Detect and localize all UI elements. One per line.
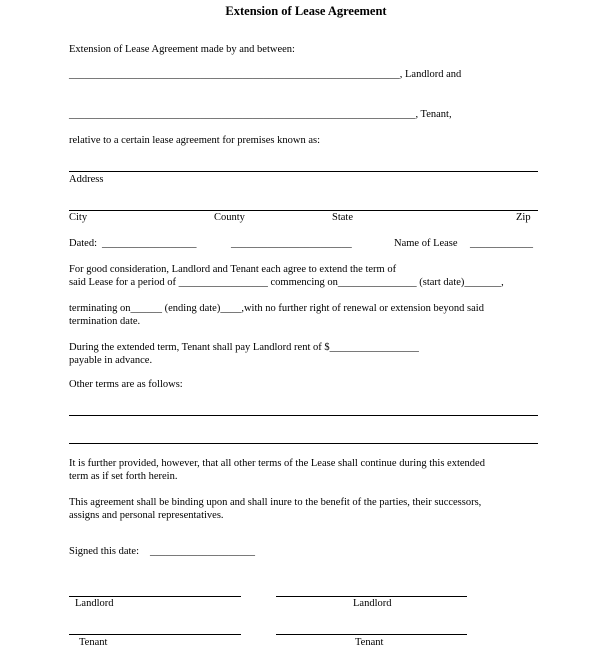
dated-blank[interactable]: __________________	[102, 238, 197, 249]
binding-line-2: assigns and personal representatives.	[69, 510, 224, 521]
city-county-state-zip-line[interactable]	[69, 210, 538, 211]
landlord-signature-line-right[interactable]	[276, 596, 467, 597]
terminating-line-1: terminating on______ (ending date)____,with no further right of renewal or extension beyond said	[69, 303, 484, 314]
period-blank[interactable]: _________________	[178, 277, 268, 288]
signature-blank[interactable]: _______________________	[231, 238, 352, 249]
intro-text: Extension of Lease Agreement made by and between:	[69, 44, 295, 55]
landlord-signature-label-right: Landlord	[353, 598, 392, 609]
tenant-signature-line-left[interactable]	[69, 634, 241, 635]
landlord-signature-line-left[interactable]	[69, 596, 241, 597]
consideration-line-1: For good consideration, Landlord and Tenant each agree to extend the term of	[69, 264, 397, 275]
county-label: County	[214, 212, 245, 223]
tenant-label: , Tenant,	[415, 109, 452, 120]
commencing-label: commencing on	[270, 277, 338, 288]
address-label: Address	[69, 174, 104, 185]
zip-label: Zip	[516, 212, 531, 223]
terminating-line-2: termination date.	[69, 316, 141, 327]
further-line-1: It is further provided, however, that all other terms of the Lease shall continue during this extended	[69, 458, 485, 469]
premises-text: relative to a certain lease agreement for premises known as:	[69, 135, 321, 146]
document-title: Extension of Lease Agreement	[225, 4, 387, 18]
tenant-signature-label-left: Tenant	[79, 637, 108, 648]
period-label: said Lease for a period of	[69, 277, 176, 288]
binding-line-1: This agreement shall be binding upon and shall inure to the benefit of the parties, their successors,	[69, 497, 482, 508]
landlord-name-line	[69, 69, 461, 81]
consideration-line-2	[69, 277, 504, 289]
name-of-lease-label: Name of Lease	[394, 238, 458, 249]
landlord-label: , Landlord and	[399, 69, 462, 80]
other-terms-line-1[interactable]	[69, 415, 538, 416]
rent-line-1: During the extended term, Tenant shall pay Landlord rent of $_________________	[69, 342, 419, 353]
signed-date-label: Signed this date:	[69, 546, 139, 557]
address-line[interactable]	[69, 171, 538, 172]
name-of-lease-blank[interactable]: ____________	[470, 238, 533, 249]
tenant-name-line	[69, 109, 452, 121]
further-line-2: term as if set forth herein.	[69, 471, 178, 482]
landlord-name-blank[interactable]: _______________________________________________________________	[69, 69, 400, 80]
city-label: City	[69, 212, 88, 223]
other-terms-line-2[interactable]	[69, 443, 538, 444]
rent-line-2: payable in advance.	[69, 355, 153, 366]
state-label: State	[332, 212, 353, 223]
tenant-name-blank[interactable]: __________________________________________________________________	[69, 109, 416, 120]
landlord-signature-label-left: Landlord	[75, 598, 114, 609]
other-terms-label: Other terms are as follows:	[69, 379, 183, 390]
tenant-signature-label-right: Tenant	[355, 637, 384, 648]
dated-label: Dated:	[69, 238, 97, 249]
start-date-blank[interactable]: _______________	[337, 277, 417, 288]
start-date-label: (start date)_______,	[419, 277, 504, 288]
tenant-signature-line-right[interactable]	[276, 634, 467, 635]
signed-date-blank[interactable]: ____________________	[150, 546, 255, 557]
